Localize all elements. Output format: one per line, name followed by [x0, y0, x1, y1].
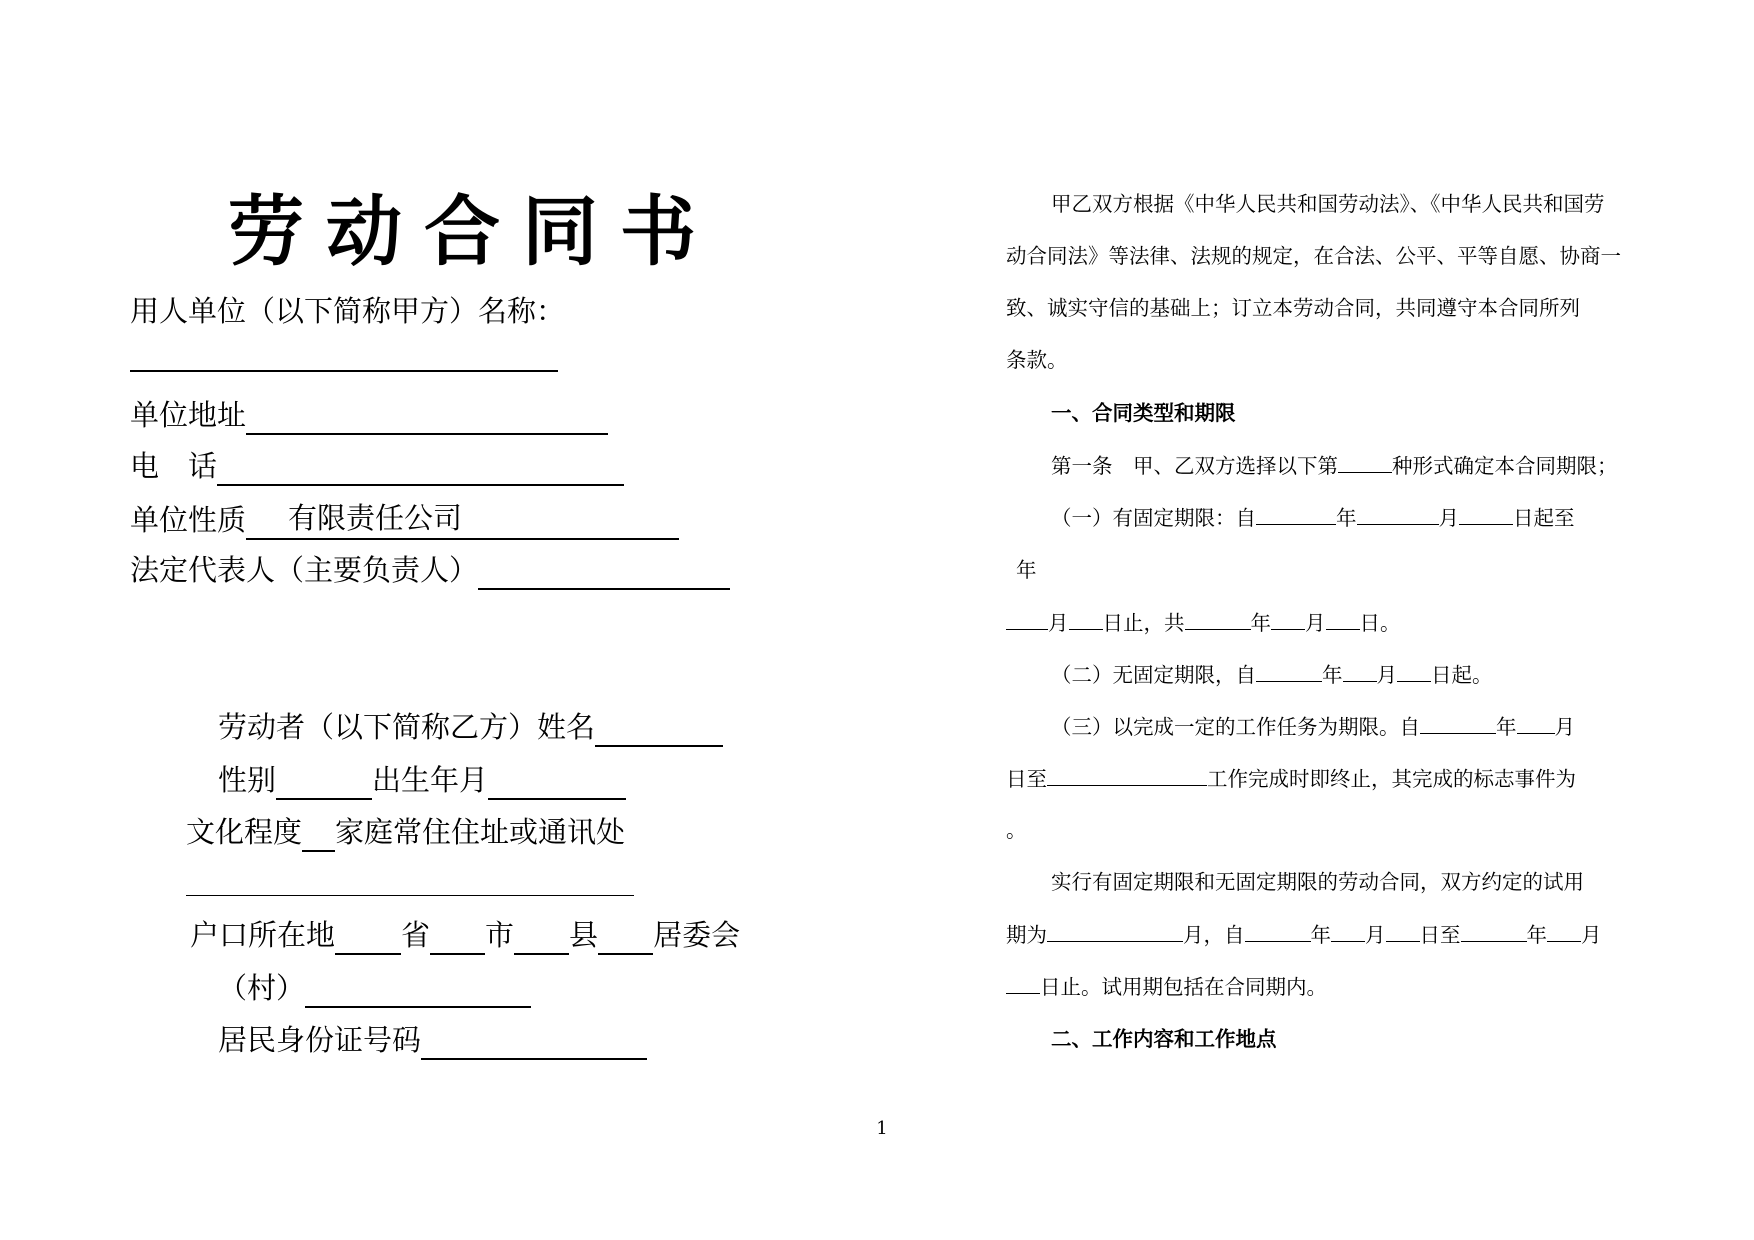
gender-label: 性别 — [218, 763, 277, 797]
option-3-prefix: （三）以完成一定的工作任务为期限。自 — [1051, 715, 1420, 739]
section-2-heading: 二、工作内容和工作地点 — [1051, 1027, 1277, 1051]
worker-name-label: 劳动者（以下简称乙方）姓名 — [218, 710, 596, 744]
year-label: 年 — [1322, 663, 1343, 687]
day-from-label: 日起至 — [1513, 506, 1575, 530]
gender-birth-row — [218, 760, 626, 800]
year-label: 年 — [1496, 715, 1517, 739]
article-1-choice-field[interactable] — [1338, 450, 1392, 473]
article-1-prefix: 第一条 甲、乙双方选择以下第 — [1051, 454, 1338, 478]
day-start-label: 日起。 — [1431, 663, 1493, 687]
probation-prefix: 期为 — [1006, 923, 1047, 947]
probation-end-day-field[interactable] — [1006, 971, 1040, 994]
option-1-start-day-field[interactable] — [1459, 502, 1513, 525]
option-1-total-month-field[interactable] — [1271, 607, 1305, 630]
option-2-year-field[interactable] — [1256, 659, 1322, 682]
option-2-prefix: （二）无固定期限，自 — [1051, 663, 1256, 687]
worker-name-field[interactable] — [595, 713, 723, 747]
option-3-year-field[interactable] — [1420, 711, 1496, 734]
day-to-total-label: 日止，共 — [1102, 611, 1185, 635]
probation-start-month-field[interactable] — [1331, 919, 1365, 942]
legal-rep-label: 法定代表人（主要负责人） — [130, 553, 479, 587]
option-2-month-field[interactable] — [1343, 659, 1377, 682]
probation-end-month-field[interactable] — [1547, 919, 1581, 942]
month-label: 月 — [1581, 923, 1602, 947]
option-1-total-year-field[interactable] — [1185, 607, 1251, 630]
worker-name-row — [218, 707, 723, 747]
village-row — [218, 968, 531, 1008]
option-3-line-2-suffix: 工作完成时即终止，其完成的标志事件为 — [1207, 767, 1576, 791]
article-1-suffix: 种形式确定本合同期限； — [1392, 454, 1618, 478]
option-1-year-line: 年 — [1016, 558, 1037, 582]
probation-end-year-field[interactable] — [1461, 919, 1527, 942]
month-label: 月 — [1365, 923, 1386, 947]
day-until-label: 日至 — [1419, 923, 1461, 947]
intro-line-4: 条款。 — [1006, 348, 1068, 372]
section-1-heading: 一、合同类型和期限 — [1051, 401, 1236, 425]
month-label: 月 — [1438, 506, 1459, 530]
probation-start-day-field[interactable] — [1386, 919, 1420, 942]
phone-row — [130, 446, 624, 486]
hukou-row — [190, 915, 740, 955]
nature-field[interactable] — [246, 498, 679, 540]
contract-title: 劳动合同书 — [228, 187, 718, 276]
city-field[interactable] — [430, 921, 485, 955]
page-number: 1 — [876, 1118, 888, 1139]
committee-field[interactable] — [598, 921, 653, 955]
month-from-label: 月，自 — [1183, 923, 1245, 947]
address-label: 单位地址 — [130, 398, 247, 432]
year-label: 年 — [1250, 611, 1271, 635]
option-1-end-day-field[interactable] — [1069, 607, 1103, 630]
nature-row — [130, 498, 679, 540]
committee-label: 居委会 — [653, 918, 741, 952]
county-label: 县 — [569, 918, 599, 952]
gender-field[interactable] — [276, 766, 372, 800]
intro-line-3: 致、诚实守信的基础上；订立本劳动合同，共同遵守本合同所列 — [1006, 296, 1580, 320]
option-3-row — [1051, 711, 1575, 742]
option-1-row — [1051, 502, 1575, 533]
option-2-row — [1051, 659, 1493, 690]
province-field[interactable] — [335, 921, 401, 955]
id-row — [218, 1020, 647, 1060]
legal-rep-row — [130, 550, 730, 590]
probation-line-3-suffix: 日止。试用期包括在合同期内。 — [1040, 975, 1327, 999]
year-label: 年 — [1310, 923, 1331, 947]
probation-line-1: 实行有固定期限和无固定期限的劳动合同，双方约定的试用 — [1051, 870, 1584, 894]
option-3-task-field[interactable] — [1047, 763, 1207, 786]
option-1-prefix: （一）有固定期限：自 — [1051, 506, 1256, 530]
home-address-label: 家庭常住住址或通讯处 — [335, 815, 626, 849]
option-1-end-row — [1006, 607, 1401, 638]
phone-field[interactable] — [217, 452, 624, 486]
birth-label: 出生年月 — [372, 763, 489, 797]
employer-name-line[interactable] — [130, 370, 558, 372]
birth-field[interactable] — [488, 766, 626, 800]
id-label: 居民身份证号码 — [218, 1023, 422, 1057]
month-label: 月 — [1376, 663, 1397, 687]
hukou-label: 户口所在地 — [190, 918, 336, 952]
probation-line-2 — [1006, 919, 1602, 950]
legal-rep-field[interactable] — [478, 556, 730, 590]
education-row — [186, 812, 625, 852]
education-field[interactable] — [302, 818, 335, 852]
probation-start-year-field[interactable] — [1245, 919, 1311, 942]
option-1-end-month-field[interactable] — [1006, 607, 1048, 630]
address-row — [130, 395, 608, 435]
employer-name-label: 用人单位（以下简称甲方）名称： — [130, 294, 566, 328]
village-label: （村） — [218, 971, 306, 1005]
county-field[interactable] — [514, 921, 569, 955]
address-field[interactable] — [246, 401, 608, 435]
article-1-row — [1051, 450, 1618, 481]
option-3-line-3: 。 — [1006, 818, 1027, 842]
month-label: 月 — [1048, 611, 1069, 635]
probation-months-field[interactable] — [1047, 919, 1183, 942]
day-end-label: 日。 — [1359, 611, 1401, 635]
intro-line-2: 动合同法》等法律、法规的规定，在合法、公平、平等自愿、协商一 — [1006, 244, 1621, 268]
probation-line-3 — [1006, 971, 1327, 1002]
nature-label: 单位性质 — [130, 503, 247, 537]
option-2-day-field[interactable] — [1397, 659, 1431, 682]
id-field[interactable] — [421, 1026, 647, 1060]
option-3-month-field[interactable] — [1517, 711, 1555, 734]
option-3-line-2 — [1006, 763, 1576, 794]
nature-value: 有限责任公司 — [288, 501, 463, 535]
option-1-start-year-field[interactable] — [1256, 502, 1336, 525]
month-label: 月 — [1554, 715, 1575, 739]
year-label: 年 — [1336, 506, 1357, 530]
city-label: 市 — [485, 918, 515, 952]
village-field[interactable] — [305, 974, 531, 1008]
month-label: 月 — [1305, 611, 1326, 635]
home-address-line[interactable] — [186, 895, 634, 896]
province-label: 省 — [401, 918, 431, 952]
education-label: 文化程度 — [186, 815, 303, 849]
option-1-start-month-field[interactable] — [1357, 502, 1439, 525]
phone-label: 电 话 — [130, 449, 218, 483]
year-label: 年 — [1526, 923, 1547, 947]
intro-line-1: 甲乙双方根据《中华人民共和国劳动法》、《中华人民共和国劳 — [1051, 192, 1605, 216]
option-1-total-day-field[interactable] — [1326, 607, 1360, 630]
option-3-day-to-label: 日至 — [1006, 767, 1047, 791]
